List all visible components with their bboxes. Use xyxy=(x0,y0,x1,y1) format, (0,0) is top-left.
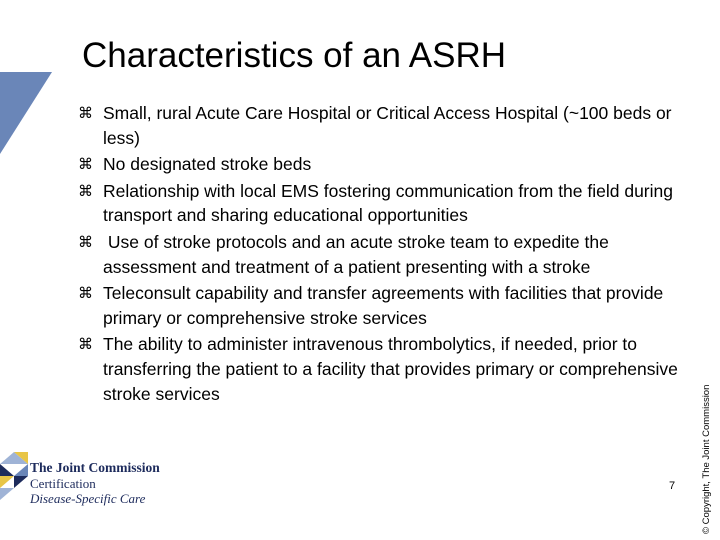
bullet-item xyxy=(78,101,684,150)
logo-program: Disease-Specific Care xyxy=(30,491,146,506)
bullet-glyph: ⌘ xyxy=(78,155,93,174)
bullet-item xyxy=(78,179,684,228)
joint-commission-logo xyxy=(0,452,180,536)
bullet-text: Teleconsult capability and transfer agreements with facilities that provide primary or comprehensive stroke services xyxy=(103,283,664,328)
slide-title: Characteristics of an ASRH xyxy=(82,36,507,75)
logo-certification: Certification xyxy=(30,476,96,491)
bullet-text: Relationship with local EMS fostering communication from the field during transport and sharing educational opportunities xyxy=(103,180,673,226)
bullet-glyph: ⌘ xyxy=(78,232,93,251)
bullet-glyph: ⌘ xyxy=(78,335,93,354)
bullet-item xyxy=(78,332,684,406)
bullet-text: Small, rural Acute Care Hospital or Critical Access Hospital (~100 beds or less) xyxy=(103,103,672,148)
bullet-glyph: ⌘ xyxy=(78,284,93,303)
bullet-text: The ability to administer intravenous thrombolytics, if needed, prior to transferring the patient to a facility that provides primary or comprehensive stroke services xyxy=(103,334,678,404)
page-number: 7 xyxy=(669,480,676,492)
bullet-text: No designated stroke beds xyxy=(103,154,312,175)
bullet-text: Use of stroke protocols and an acute stroke team to expedite the assessment and treatment of a patient presenting with a stroke xyxy=(103,231,614,277)
bullet-item xyxy=(78,152,684,177)
bullet-list xyxy=(78,101,684,408)
bullet-item xyxy=(78,281,684,330)
copyright-notice: © Copyright, The Joint Commission xyxy=(701,384,712,534)
logo-org-name: The Joint Commission xyxy=(30,460,160,475)
bullet-item xyxy=(78,230,684,279)
bullet-glyph: ⌘ xyxy=(78,181,93,200)
corner-accent-triangle xyxy=(0,72,54,156)
bullet-glyph: ⌘ xyxy=(78,104,93,122)
